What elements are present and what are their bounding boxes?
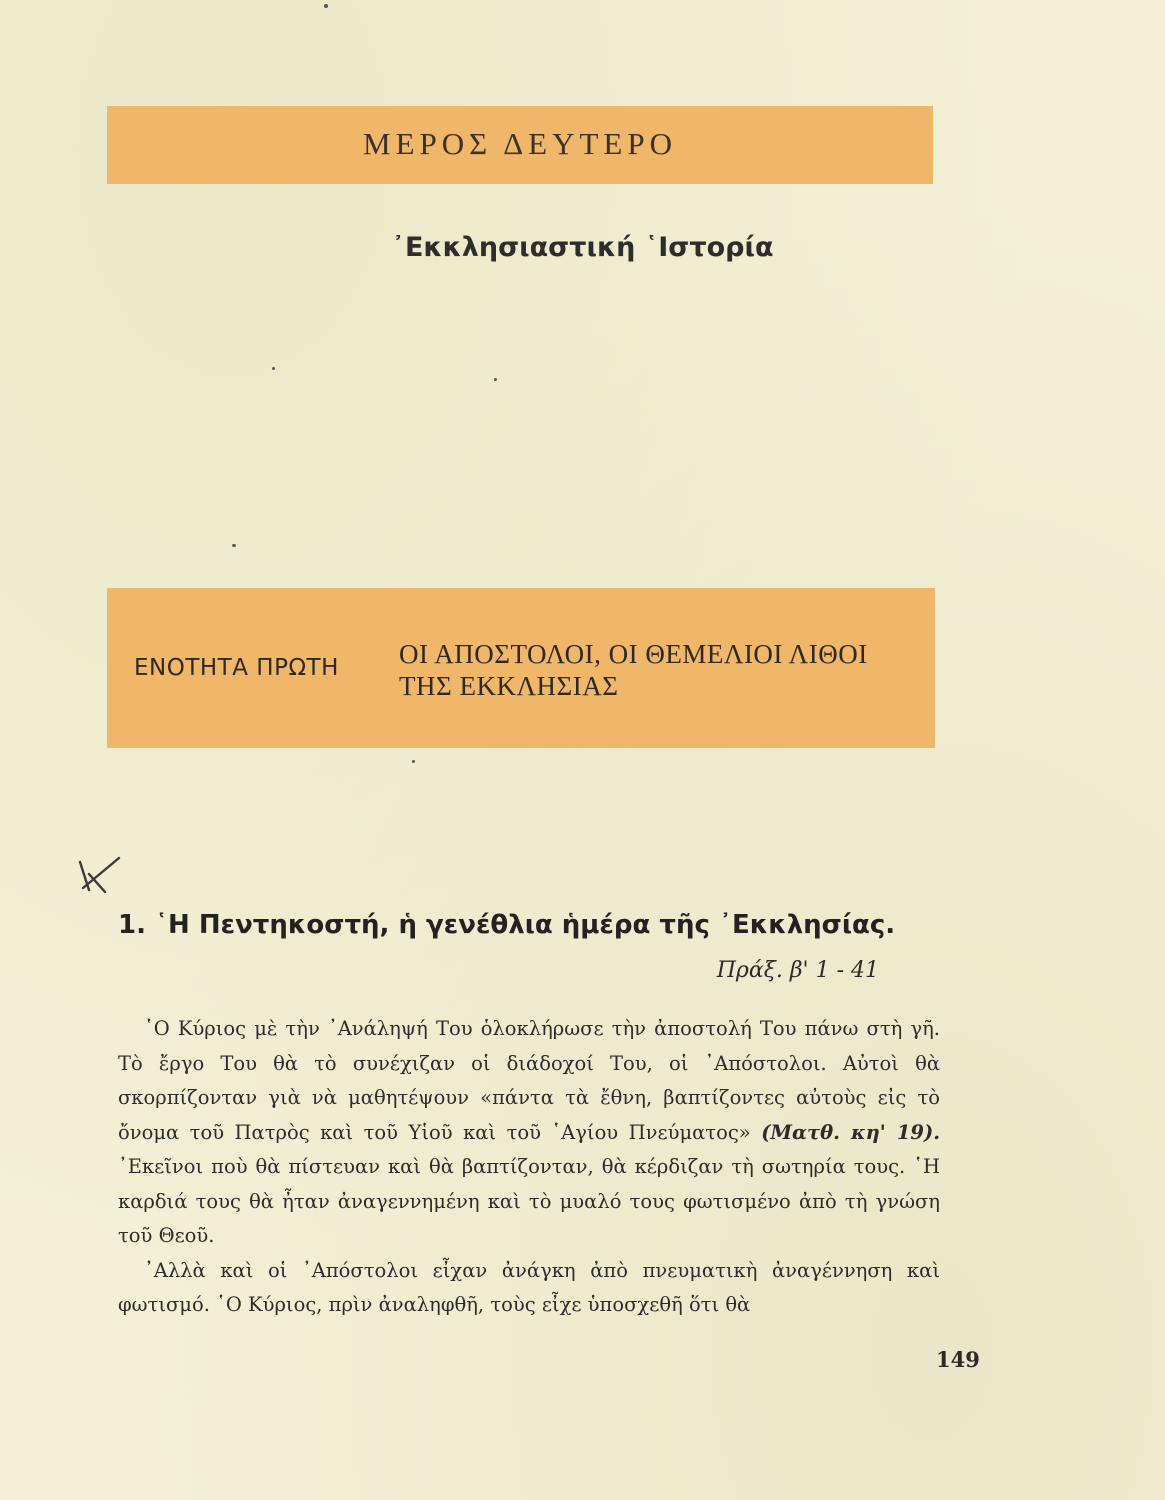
speck xyxy=(494,378,497,381)
unit-title-line-2: ΤΗΣ ΕΚΚΛΗΣΙΑΣ xyxy=(399,671,619,701)
unit-band xyxy=(107,588,935,748)
speck xyxy=(272,367,275,370)
speck xyxy=(232,544,236,547)
paragraph-2: ᾿Αλλὰ καὶ οἱ ᾿Απόστολοι εἶχαν ἀνάγκη ἀπὸ πνευματικὴ ἀναγέννηση καὶ φωτισμό. ῾Ο Κύριος, πρὶν ἀναληφθῆ, τοὺς εἶχε ὑποσχεθῆ ὅτι θὰ xyxy=(118,1258,940,1316)
speck xyxy=(412,760,415,763)
body-text xyxy=(118,1012,940,1323)
part-title-band xyxy=(107,106,933,184)
section-subtitle: ᾿Εκκλησιαστική ῾Ιστορία xyxy=(391,232,774,263)
paragraph-1-reference: (Ματθ. κη' 19). xyxy=(761,1120,940,1144)
unit-label: ΕΝΟΤΗΤΑ ΠΡΩΤΗ xyxy=(134,655,339,681)
paragraph-1-text: ῾Ο Κύριος μὲ τὴν ᾿Ανάληψή Του ὁλοκλήρωσε τὴν ἀποστολή Του πάνω στὴ γῆ. Τὸ ἔργο Του θὰ τὸ συνέχιζαν οἱ διάδοχοί Του, οἱ ᾿Απόστολοι. Αὐτοὶ θὰ σκορπίζονταν γιὰ νὰ μαθητέψουν «πάντα τὰ ἔθνη, βαπτίζοντες αὐτοὺς εἰς τὸ ὄνομα τοῦ Πατρὸς καὶ τοῦ Υἱοῦ καὶ τοῦ ῾Αγίου Πνεύματος» xyxy=(118,1017,940,1144)
lesson-heading: 1. ῾Η Πεντηκοστή, ἡ γενέθλια ἡμέρα τῆς ᾿Εκκλησίας. xyxy=(118,910,896,940)
paragraph-1 xyxy=(118,1012,940,1254)
page-number: 149 xyxy=(936,1347,980,1372)
unit-title-line-1: ΟΙ ΑΠΟΣΤΟΛΟΙ, ΟΙ ΘΕΜΕΛΙΟΙ ΛΙΘΟΙ xyxy=(399,639,868,669)
scripture-reference: Πράξ. β' 1 - 41 xyxy=(716,958,879,983)
unit-title xyxy=(399,638,868,702)
part-title: ΜΕΡΟΣ ΔΕΥΤΕΡΟ xyxy=(363,126,677,161)
speck xyxy=(324,4,328,8)
paragraph-1-rest: ᾿Εκεῖνοι ποὺ θὰ πίστευαν καὶ θὰ βαπτίζονταν, θὰ κέρδιζαν τὴ σωτηρία τους. ῾Η καρδιά τους θὰ ἦταν ἀναγεννημένη καὶ τὸ μυαλό τους φωτισμένο ἀπὸ τὴ γνώση τοῦ Θεοῦ. xyxy=(118,1155,940,1247)
handwritten-check-mark-icon xyxy=(75,850,125,900)
